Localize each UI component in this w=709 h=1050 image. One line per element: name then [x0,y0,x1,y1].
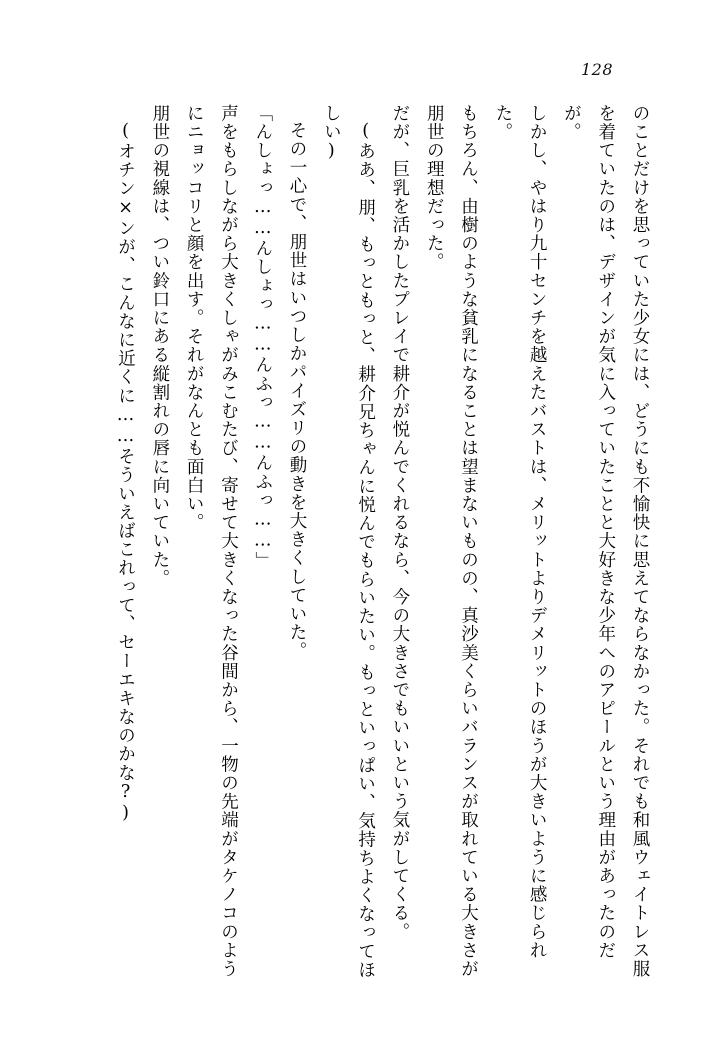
paragraph: しかし、やはり九十センチを越えたバストは、メリットよりデメリットのほうが大きいように感じられた。 [492,104,548,960]
paragraph: のことだけを思っていた少女には、どうにも不愉快に思えてならなかった。それでも和風ウェイトレス服を着ていたのは、デザインが気に入っていたことと大好きな少年へのアピールという理由があったのだが。 [561,104,650,979]
paragraph: (ああ、朋、もっともっと、耕介兄ちゃんに悦んでもらいたい。もっといっぱい、気持ちよくなってほしい) [321,104,376,980]
paragraph: 「んしょっ……んしょっ……んふっ……んふっ……」 [252,104,273,571]
page-number: 128 [580,60,613,79]
page-text-body [52,104,657,984]
paragraph: もちろん、由樹のような貧乳になることは望まないものの、真沙美くらいバランスが取れている大きさが朋世の理想だった。 [424,104,479,979]
paragraph: (オチン×ンが、こんなに近くに……そういえばこれって、セーエキなのかな?) [115,121,136,825]
paragraph: その一心で、朋世はいつしかパイズリの動きを大きくしていた。 [287,121,308,661]
paragraph: だが、巨乳を活かしたプレイで耕介が悦んでくれるなら、今の大きさでもいいという気がしてくる。 [389,104,410,941]
paragraph: 声をもらしながら大きくしゃがみこむたび、寄せて大きくなった谷間から、一物の先端がタケノコのようにニョッコリと顔を出す。それがなんとも面白い。 [184,104,239,979]
paragraph: 朋世の視線は、つい鈴口にある縦割れの唇に向いていた。 [149,104,170,588]
